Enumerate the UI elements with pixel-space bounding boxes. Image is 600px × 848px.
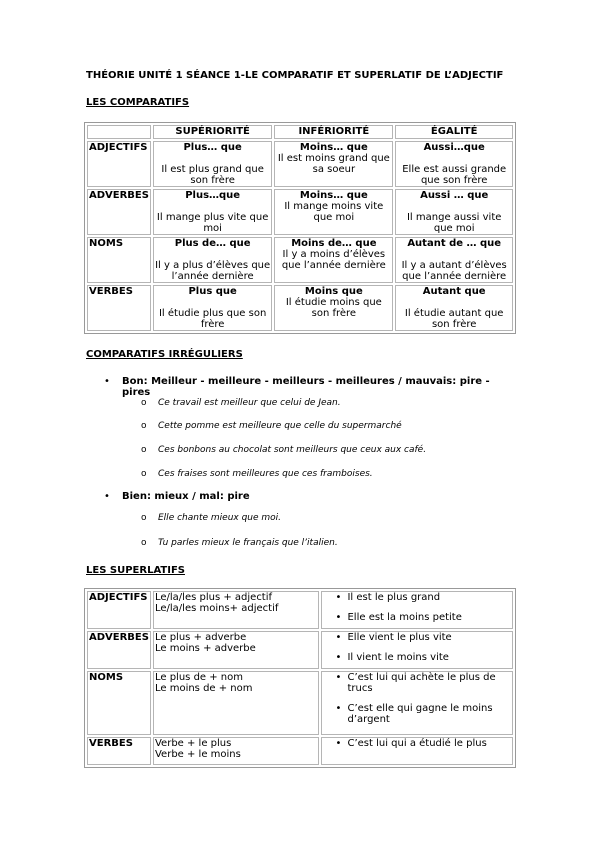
comparison-form: Plus… que — [183, 142, 242, 153]
bullet-icon: • — [335, 632, 342, 643]
comparatifs-table — [84, 122, 516, 334]
comparison-example: Il étudie plus que son frère — [158, 308, 267, 330]
bullet-icon: • — [104, 491, 110, 502]
comparison-cell — [274, 189, 393, 235]
comparison-example: Il étudie moins que son frère — [285, 297, 382, 319]
comparison-example: Il y a moins d’élèves que l’année dernière — [281, 249, 386, 271]
superlative-rule: Verbe + le moins — [154, 749, 241, 760]
irregular-rule: Bon: Meilleur - meilleure - meilleurs - meilleures / mauvais: pire - pires — [122, 376, 490, 398]
superlative-example-cell — [321, 631, 513, 669]
row-label: ADVERBES — [87, 631, 151, 669]
comparison-cell — [274, 141, 393, 187]
bullet-icon: • — [335, 592, 342, 603]
section-heading-comparatifs: LES COMPARATIFS — [86, 97, 190, 108]
superlative-rule: Le moins de + nom — [154, 683, 253, 694]
list-item — [323, 703, 511, 725]
superlative-rule: Le/la/les plus + adjectif — [154, 592, 273, 603]
superlative-rule-cell — [153, 737, 320, 765]
list-item — [323, 632, 511, 643]
row-label: ADJECTIFS — [87, 591, 151, 629]
irregular-example: Elle chante mieux que moi. — [158, 513, 282, 523]
sub-bullet-icon: o — [141, 469, 147, 479]
comparison-cell — [274, 237, 393, 283]
sub-bullet-icon: o — [141, 398, 147, 408]
irregular-example: Ces fraises sont meilleures que ces framboises. — [158, 469, 373, 479]
bullet-icon: • — [335, 612, 342, 623]
comparison-form: Plus que — [188, 286, 237, 297]
list-item — [323, 592, 511, 603]
comparison-cell — [395, 141, 513, 187]
comparison-example: Il y a plus d’élèves que l’année dernière — [155, 260, 271, 282]
sub-bullet-icon: o — [141, 421, 147, 431]
comparison-cell — [153, 141, 272, 187]
section-heading-superlatifs: LES SUPERLATIFS — [86, 565, 185, 576]
table-row — [87, 631, 513, 669]
comparison-cell — [274, 285, 393, 331]
superlative-rule: Le/la/les moins+ adjectif — [154, 603, 279, 614]
table-row — [87, 591, 513, 629]
superlative-example-cell — [321, 591, 513, 629]
superlative-rule-cell — [153, 591, 320, 629]
superlative-example: C’est elle qui gagne le moins d’argent — [347, 703, 493, 725]
superlative-example: Elle est la moins petite — [347, 612, 462, 623]
bullet-icon: • — [335, 703, 342, 714]
header-inferiorite: INFÉRIORITÉ — [274, 125, 393, 139]
table-row — [87, 237, 513, 283]
comparison-example: Il mange moins vite que moi — [284, 201, 384, 223]
superlative-rule: Le plus + adverbe — [154, 632, 247, 643]
irregular-rule: Bien: mieux / mal: pire — [122, 491, 250, 502]
superlatifs-table — [84, 588, 516, 768]
superlative-example: Il est le plus grand — [347, 592, 441, 603]
table-row — [87, 285, 513, 331]
row-label: ADJECTIFS — [87, 141, 151, 187]
comparison-example: Il mange plus vite que moi — [156, 212, 269, 234]
list-item — [323, 612, 511, 623]
irregular-example: Tu parles mieux le français que l’italien. — [158, 538, 338, 548]
list-item — [323, 652, 511, 663]
irregular-example: Ce travail est meilleur que celui de Jean. — [158, 398, 341, 408]
comparison-example: Il est moins grand que sa soeur — [277, 153, 390, 175]
superlative-example: Elle vient le plus vite — [347, 632, 452, 643]
comparison-form: Plus de… que — [174, 238, 251, 249]
superlative-rule-cell — [153, 631, 320, 669]
comparison-cell — [153, 285, 272, 331]
sub-bullet-icon: o — [141, 538, 147, 548]
sub-bullet-icon: o — [141, 445, 147, 455]
bullet-icon: • — [335, 652, 342, 663]
superlative-example-cell — [321, 737, 513, 765]
superlative-example-cell — [321, 671, 513, 735]
table-row — [87, 737, 513, 765]
table-row — [87, 671, 513, 735]
comparison-cell — [395, 189, 513, 235]
bullet-icon: • — [335, 738, 342, 749]
table-row — [87, 141, 513, 187]
superlative-rule: Le moins + adverbe — [154, 643, 256, 654]
comparison-cell — [153, 237, 272, 283]
comparison-example: Elle est aussi grande que son frère — [402, 164, 507, 186]
table-corner-cell — [87, 125, 151, 139]
header-egalite: ÉGALITÉ — [395, 125, 513, 139]
header-superiorite: SUPÉRIORITÉ — [153, 125, 272, 139]
comparison-form: Aussi…que — [423, 142, 485, 153]
comparison-form: Moins… que — [299, 142, 368, 153]
comparison-form: Plus…que — [185, 190, 241, 201]
comparison-cell — [395, 237, 513, 283]
superlative-rule-cell — [153, 671, 320, 735]
row-label: VERBES — [87, 737, 151, 765]
row-label: NOMS — [87, 237, 151, 283]
list-item — [323, 672, 511, 694]
comparison-form: Aussi … que — [420, 190, 489, 201]
comparison-form: Moins que — [304, 286, 363, 297]
irregular-example: Ces bonbons au chocolat sont meilleurs que ceux aux café. — [158, 445, 427, 455]
comparison-form: Moins… que — [299, 190, 368, 201]
table-header-row — [87, 125, 513, 139]
comparison-example: Il est plus grand que son frère — [161, 164, 264, 186]
row-label: NOMS — [87, 671, 151, 735]
superlative-example: C’est lui qui achète le plus de trucs — [347, 672, 496, 694]
bullet-icon: • — [104, 376, 110, 387]
row-label: VERBES — [87, 285, 151, 331]
superlative-example: C’est lui qui a étudié le plus — [347, 738, 487, 749]
comparison-cell — [153, 189, 272, 235]
comparison-form: Autant de … que — [407, 238, 502, 249]
row-label: ADVERBES — [87, 189, 151, 235]
superlative-rule: Verbe + le plus — [154, 738, 232, 749]
list-item — [323, 738, 511, 749]
comparison-example: Il étudie autant que son frère — [404, 308, 504, 330]
document-title: THÉORIE UNITÉ 1 SÉANCE 1-LE COMPARATIF ET SUPERLATIF DE L’ADJECTIF — [86, 70, 504, 81]
superlative-example: Il vient le moins vite — [347, 652, 449, 663]
irregular-example: Cette pomme est meilleure que celle du supermarché — [158, 421, 402, 431]
comparison-form: Autant que — [422, 286, 486, 297]
section-heading-irreguliers: COMPARATIFS IRRÉGULIERS — [86, 349, 243, 360]
superlative-rule: Le plus de + nom — [154, 672, 243, 683]
comparison-example: Il y a autant d’élèves que l’année dernière — [401, 260, 507, 282]
comparison-cell — [395, 285, 513, 331]
comparison-example: Il mange aussi vite que moi — [406, 212, 502, 234]
sub-bullet-icon: o — [141, 513, 147, 523]
comparison-form: Moins de… que — [291, 238, 377, 249]
table-row — [87, 189, 513, 235]
bullet-icon: • — [335, 672, 342, 683]
